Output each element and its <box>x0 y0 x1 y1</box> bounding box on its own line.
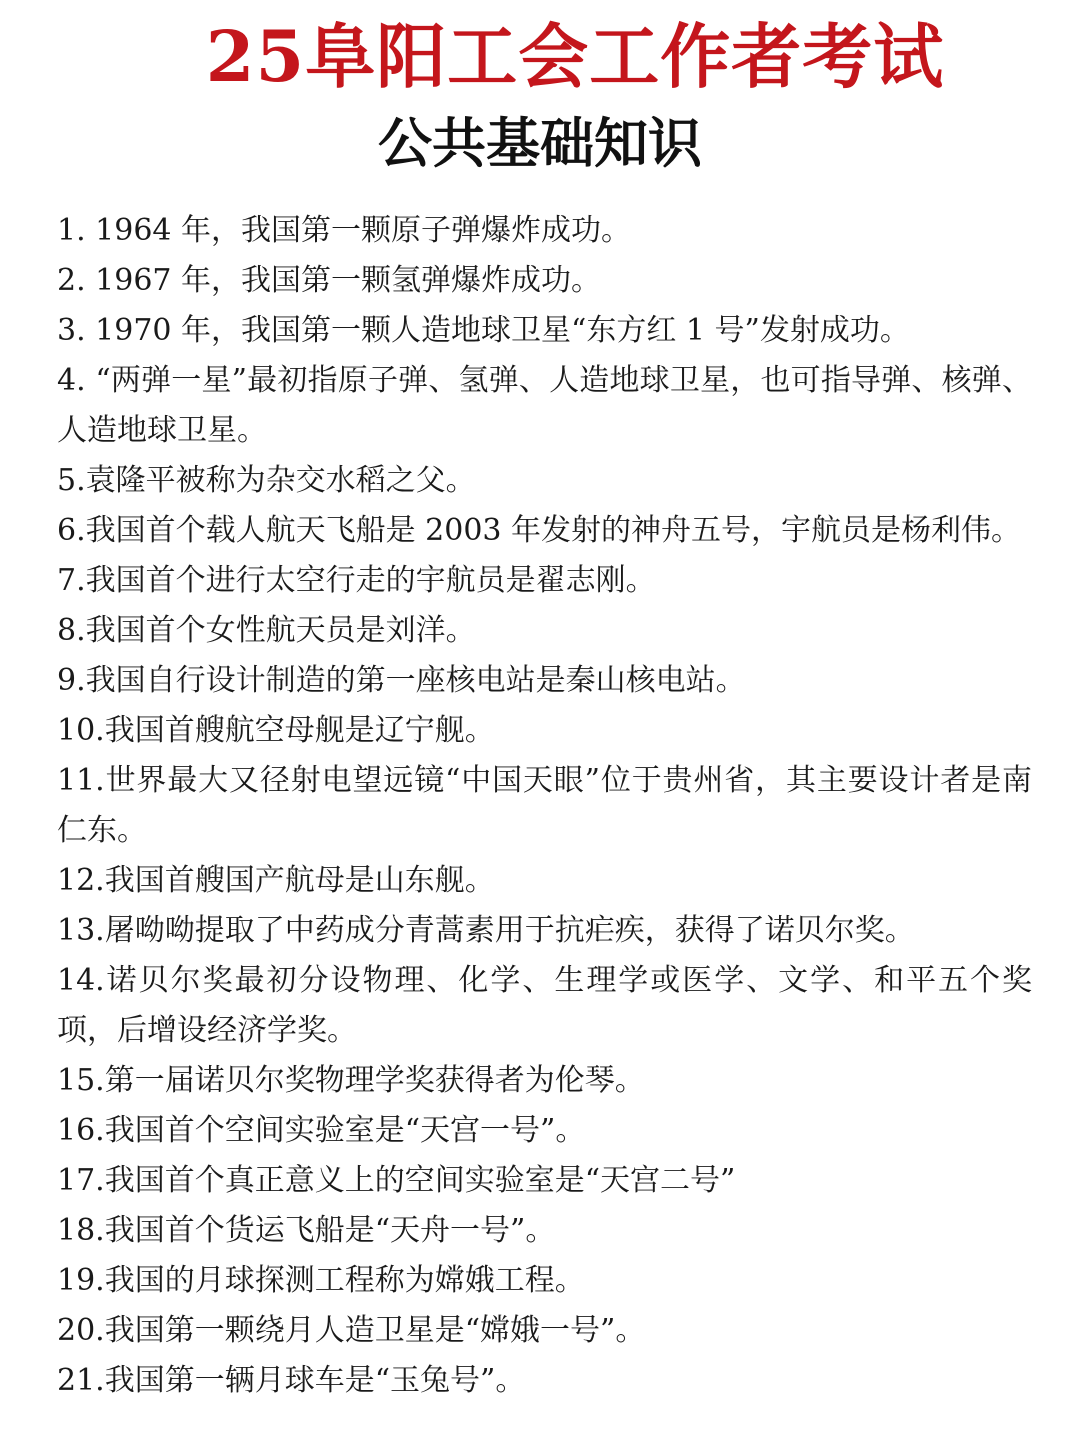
fact-item-5: 5.袁隆平被称为杂交水稻之父。 <box>57 463 476 498</box>
fact-item-6: 6.我国首个载人航天飞船是 2003 年发射的神舟五号，宇航员是杨利伟。 <box>57 513 1022 548</box>
fact-item-14: 14.诺贝尔奖最初分设物理、化学、生理学或医学、文学、和平五个奖项，后增设经济学奖。 <box>57 963 1032 1048</box>
fact-item-3: 3. 1970 年，我国第一颗人造地球卫星“东方红 1 号”发射成功。 <box>57 313 910 348</box>
fact-list <box>57 206 1032 1406</box>
fact-item-1: 1. 1964 年，我国第一颗原子弹爆炸成功。 <box>57 213 632 248</box>
fact-item-12: 12.我国首艘国产航母是山东舰。 <box>57 863 495 898</box>
fact-item-19: 19.我国的月球探测工程称为嫦娥工程。 <box>57 1263 585 1298</box>
fact-item-13: 13.屠呦呦提取了中药成分青蒿素用于抗疟疾，获得了诺贝尔奖。 <box>57 913 915 948</box>
page-title: 25阜阳工会工作者考试 <box>205 15 945 98</box>
fact-item-9: 9.我国自行设计制造的第一座核电站是秦山核电站。 <box>57 663 746 698</box>
fact-item-2: 2. 1967 年，我国第一颗氢弹爆炸成功。 <box>57 263 602 298</box>
fact-item-21: 21.我国第一辆月球车是“玉兔号”。 <box>57 1363 526 1398</box>
fact-item-8: 8.我国首个女性航天员是刘洋。 <box>57 613 476 648</box>
fact-item-7: 7.我国首个进行太空行走的宇航员是翟志刚。 <box>57 563 656 598</box>
fact-item-20: 20.我国第一颗绕月人造卫星是“嫦娥一号”。 <box>57 1313 646 1348</box>
fact-item-18: 18.我国首个货运飞船是“天舟一号”。 <box>57 1213 556 1248</box>
fact-item-17: 17.我国首个真正意义上的空间实验室是“天宫二号” <box>57 1163 736 1198</box>
page-subtitle: 公共基础知识 <box>378 112 702 175</box>
fact-item-11: 11.世界最大又径射电望远镜“中国天眼”位于贵州省，其主要设计者是南仁东。 <box>57 763 1032 848</box>
fact-item-10: 10.我国首艘航空母舰是辽宁舰。 <box>57 713 495 748</box>
fact-item-16: 16.我国首个空间实验室是“天宫一号”。 <box>57 1113 586 1148</box>
fact-item-4: 4. “两弹一星”最初指原子弹、氢弹、人造地球卫星，也可指导弹、核弹、人造地球卫星。 <box>57 363 1032 448</box>
fact-item-15: 15.第一届诺贝尔奖物理学奖获得者为伦琴。 <box>57 1063 645 1098</box>
